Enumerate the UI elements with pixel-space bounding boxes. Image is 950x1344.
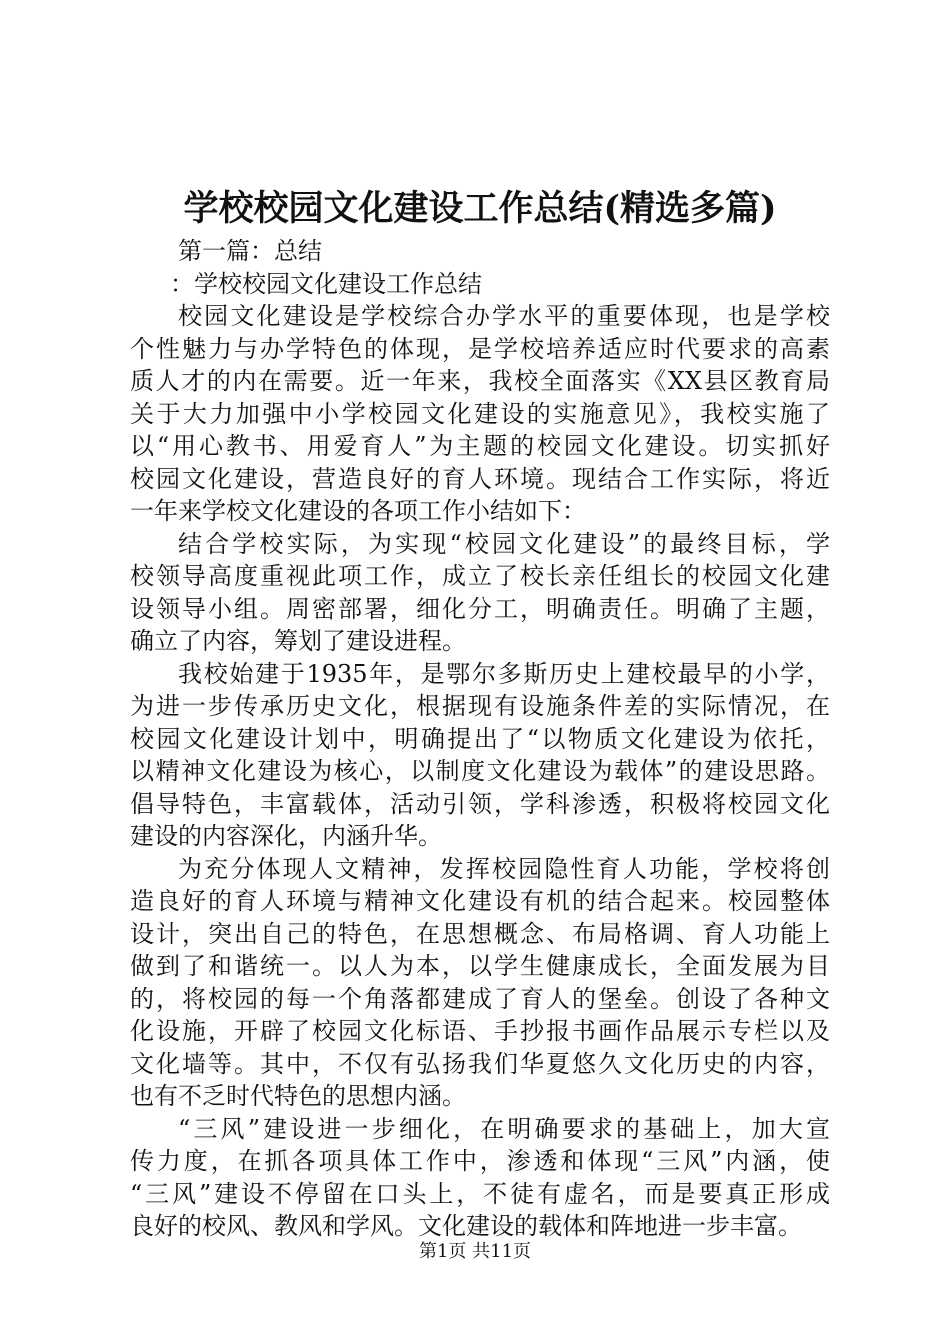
text-line: “三风”建设进一步细化，在明确要求的基础上，加大宣 <box>178 1114 830 1143</box>
text-line: 结合学校实际，为实现“校园文化建设”的最终目标，学 <box>178 529 830 558</box>
sub-heading: ：学校校园文化建设工作总结 <box>170 269 482 298</box>
paragraph <box>130 300 830 528</box>
text-line: 的，将校园的每一个角落都建成了育人的堡垒。创设了各种文 <box>130 984 830 1013</box>
paragraph <box>130 853 830 1113</box>
text-line: 良好的校风、教风和学风。文化建设的载体和阵地进一步丰富。 <box>130 1212 802 1240</box>
text-line: “三风”建设不停留在口头上，不徒有虚名，而是要真正形成 <box>130 1179 830 1208</box>
text-line: 倡导特色，丰富载体，活动引领，学科渗透，积极将校园文化 <box>130 789 830 818</box>
text-line: 建设的内容深化，内涵升华。 <box>130 822 442 850</box>
text-line: 以“用心教书、用爱育人”为主题的校园文化建设。切实抓好 <box>130 432 830 460</box>
text-line: 以精神文化建设为核心，以制度文化建设为载体”的建设思路。 <box>130 757 830 785</box>
page-footer: 第1页 共11页 <box>418 1241 532 1262</box>
paragraph <box>130 1113 830 1243</box>
text-line: 做到了和谐统一。以人为本，以学生健康成长，全面发展为目 <box>130 952 830 980</box>
text-line: 一年来学校文化建设的各项工作小结如下： <box>130 497 586 525</box>
text-line: 也有不乏时代特色的思想内涵。 <box>130 1082 466 1110</box>
document-body <box>130 235 830 1243</box>
paragraph <box>130 658 830 853</box>
text-line: 传力度，在抓各项具体工作中，渗透和体现“三风”内涵，使 <box>130 1147 830 1175</box>
text-line: 校园文化建设，营造良好的育人环境。现结合工作实际，将近 <box>130 464 830 493</box>
text-line: 为进一步传承历史文化，根据现有设施条件差的实际情况，在 <box>130 692 830 720</box>
text-line: 造良好的育人环境与精神文化建设有机的结合起来。校园整体 <box>130 887 830 915</box>
text-line: 确立了内容，筹划了建设进程。 <box>130 627 466 655</box>
text-line: 为充分体现人文精神，发挥校园隐性育人功能，学校将创 <box>178 854 830 883</box>
text-line: 校园文化建设是学校综合办学水平的重要体现，也是学校 <box>178 302 830 330</box>
text-line: 化设施，开辟了校园文化标语、手抄报书画作品展示专栏以及 <box>130 1017 830 1045</box>
text-line: 个性魅力与办学特色的体现，是学校培养适应时代要求的高素 <box>130 334 830 363</box>
text-line: 设计，突出自己的特色，在思想概念、布局格调、育人功能上 <box>130 919 830 948</box>
text-line: 设领导小组。周密部署，细化分工，明确责任。明确了主题， <box>130 594 830 623</box>
document-title: 学校校园文化建设工作总结(精选多篇) <box>183 188 777 229</box>
paragraph <box>130 528 830 658</box>
section-heading: 第一篇：总结 <box>178 237 322 265</box>
text-line: 质人才的内在需要。近一年来，我校全面落实《XX县区教育局 <box>130 367 830 395</box>
text-line: 校园文化建设计划中，明确提出了“以物质文化建设为依托， <box>130 724 830 753</box>
text-line: 关于大力加强中小学校园文化建设的实施意见》，我校实施了 <box>130 399 830 428</box>
text-line: 文化墙等。其中，不仅有弘扬我们华夏悠久文化历史的内容， <box>130 1049 830 1078</box>
text-line: 校领导高度重视此项工作，成立了校长亲任组长的校园文化建 <box>130 562 830 590</box>
text-line: 我校始建于1935年，是鄂尔多斯历史上建校最早的小学， <box>178 659 830 688</box>
